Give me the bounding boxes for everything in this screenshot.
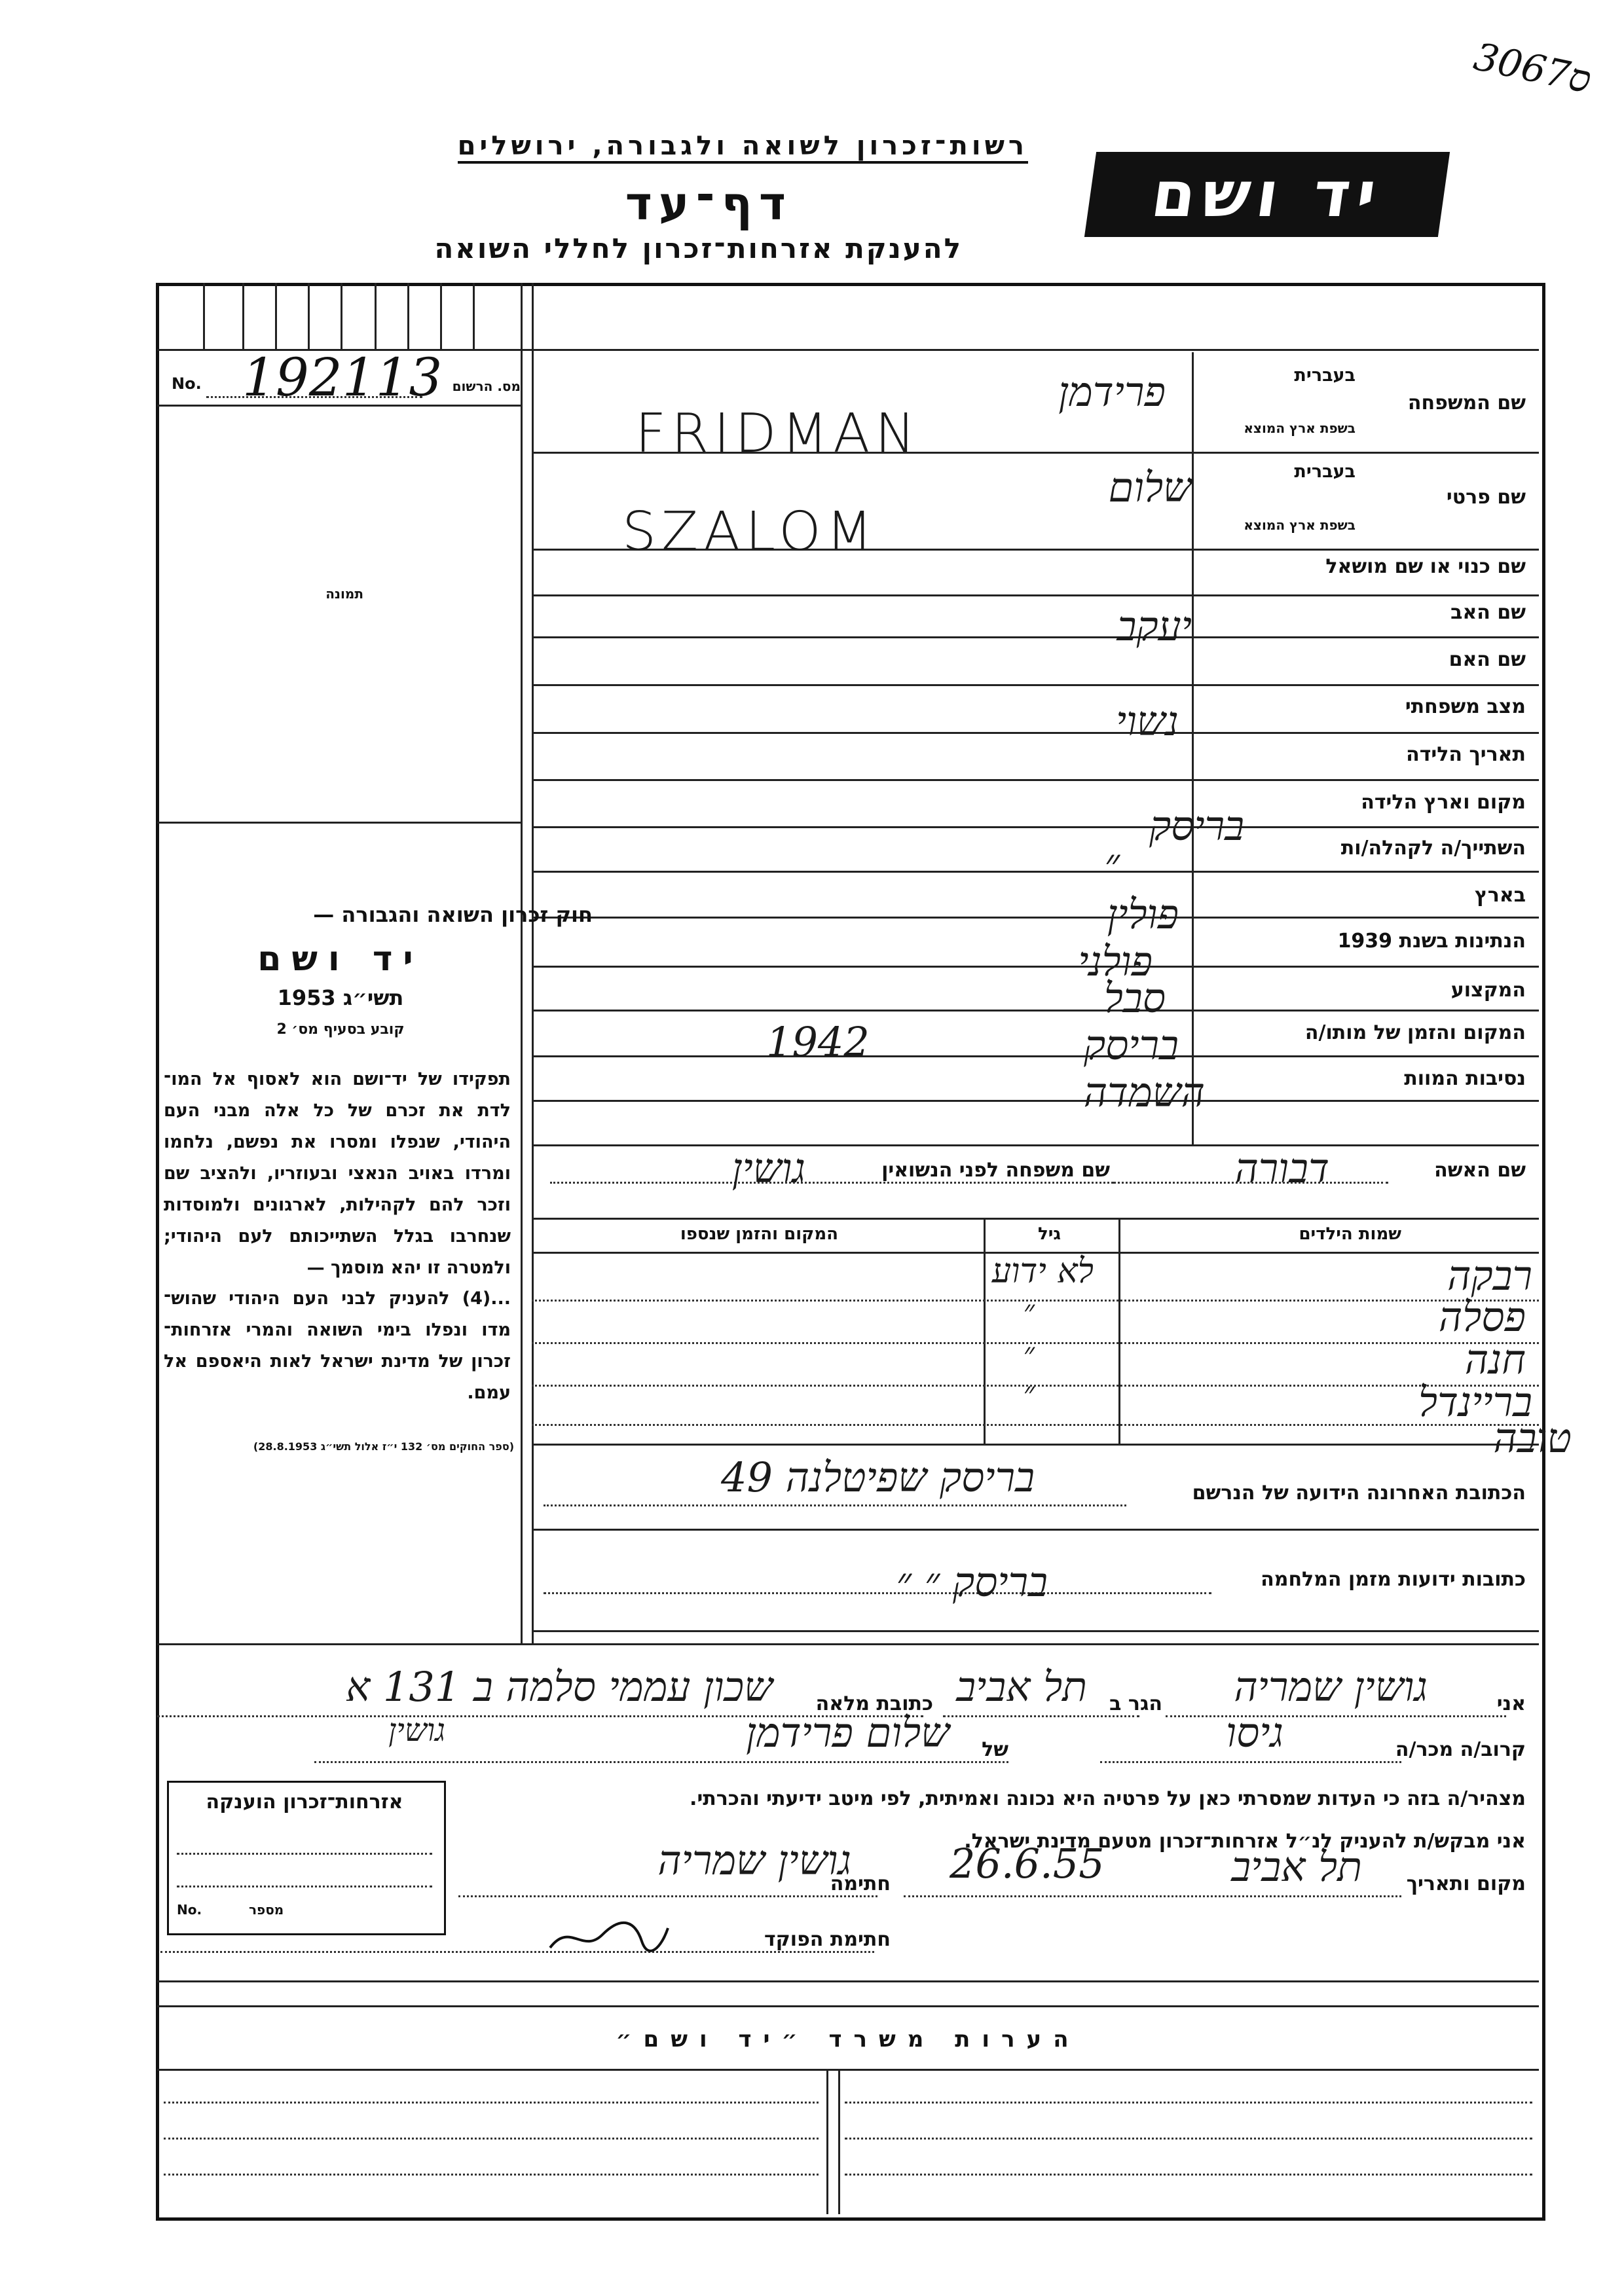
child-3-age: ״ [1023,1336,1035,1371]
first-name-hebrew: שלום [1108,464,1192,511]
law-title: חוק זכרון השואה והגבורה — [313,902,593,927]
decl-subject: שלום פרידמן [746,1709,950,1757]
officer-signature [544,1908,674,1961]
decl-relation: גיסו [1226,1709,1283,1757]
death-circumstances-label: נסיבות המוות [1404,1067,1526,1090]
country-label: בארץ [1474,884,1526,907]
nickname-label: שם כנוי או שם מושאל [1325,555,1526,578]
decl-subject-note: גושין [388,1712,445,1749]
child-4-age: ״ [1023,1375,1035,1410]
first-name-hebrew-sub: בעברית [1294,462,1356,482]
decl-address-label: כתובת מלאה [815,1692,933,1715]
marital-value: נשוי [1115,697,1179,745]
law-text-1: תפקידו של יד־ושם הוא לאסוף אל המו־ לדת את זכרם של כל אלה מבני העם היהודי, שנפלו ומסרו את נפשם, נלחמו ומרדו באויב הנאצי ובעוזריו, ולהציב שם וזכר להם לקהילות, לארגונים ולמוסדות שנחרבו בגלל השתייכותם לעם היהודי; ולמטרה זו יהא מוסמך — [164,1069,511,1278]
citizenship-value: פולני [1078,938,1153,985]
child-3-name: חנה [1464,1336,1526,1383]
children-header-age: גיל [1037,1224,1061,1244]
family-name-origin: FRIDMAN [635,403,921,465]
law-year: תשי״ג 1953 [277,985,404,1010]
office-notes-title: הערות משרד ״יד ושם״ [616,2026,1080,2052]
profession-label: המקצוע [1450,979,1526,1002]
decl-i: אני [1496,1692,1526,1715]
decl-residing: הגר ב [1109,1692,1162,1715]
institution-name: רשות־זכרון לשואה ולגבורה, ירושלים [458,131,1028,164]
children-header-place: המקום והזמן שנספו [680,1224,838,1244]
profession-value: סבל [1103,974,1166,1022]
child-4-name: בריינדל [1418,1378,1532,1426]
registration-label-he: מס. הרשום [452,378,521,394]
father-value: יעקב [1116,602,1192,650]
country-value: פולין [1107,890,1179,938]
child-1-age: לא ידוע [991,1252,1094,1291]
registration-label-en: No. [172,374,202,393]
corner-number: 3067ס [1469,33,1595,103]
death-year-value: 1942 [766,1018,870,1066]
law-text-2: ...(4) להעניק לבני העם היהודי שהוש־ מדו ונפלו בימי השואה והמרי אזרחות־ זכרון של מדינת ישראל לאות היאספם אל עמם. [164,1288,511,1403]
decl-statement: מצהיר/ה בזה כי העדות שמסרתי כאן על פרטיה היא נכונה ואמיתית, לפי מיטב ידיעתי והכרתי. [690,1787,1526,1810]
yad-vashem-logo [1084,152,1450,237]
decl-request: אני מבקש/ת להעניק לנ״ל אזרחות־זכרון מטעם מדינת ישראל. [964,1830,1526,1853]
decl-place: תל אביב [1231,1843,1362,1891]
citizenship-label: הנתינות בשנת 1939 [1337,930,1526,953]
logo-text: יד ושם [1147,158,1388,231]
citizenship-box-no-en: No. [177,1902,202,1918]
last-address-value: בריסק שפיטלנה 49 [721,1453,1035,1501]
wife-label: שם האשה [1434,1159,1526,1182]
decl-signature: גושין שמריה [657,1836,851,1884]
decl-address: שכון עממי סלמה ב 131 א [345,1663,773,1711]
children-header-names: שמות הילדים [1299,1224,1401,1244]
mother-label: שם האם [1449,648,1526,671]
child-1-name: רבקה [1447,1252,1532,1300]
death-place-value: בריסק [1083,1021,1179,1069]
decl-signature-label: חתימה [830,1872,891,1895]
decl-officer-label: חתימת הפוקד [764,1928,891,1951]
birth-date-label: תאריך הלידה [1406,743,1526,766]
first-name-label: שם פרטי [1446,486,1526,509]
wartime-address-label: כתובות ידועות מזמן המלחמה [1261,1568,1526,1591]
family-name-hebrew-sub: בעברית [1294,365,1356,386]
wartime-address-value: בריסק ״ ״ [896,1558,1048,1606]
law-clause: קובע בסעיף מס׳ 2 [276,1021,405,1038]
child-2-age: ״ [1023,1293,1035,1328]
registration-number: 192113 [242,347,443,408]
maiden-value: גושין [731,1144,805,1192]
father-label: שם האב [1450,601,1526,624]
family-name-hebrew: פרידמן [1058,368,1166,416]
family-name-origin-sub: בשפת ארץ המוצא [1244,420,1356,436]
child-2-name: פסלה [1438,1293,1526,1341]
first-name-origin-sub: בשפת ארץ המוצא [1244,517,1356,533]
death-place-label: המקום והזמן של מותו/ה [1304,1021,1526,1044]
community-label: השתייך/ה לקהלה/ות [1340,837,1526,860]
decl-place-date-label: מקום ותאריך [1406,1872,1526,1895]
community-value: ״ [1104,839,1120,887]
child-5-name: טובה [1493,1414,1572,1462]
first-name-origin: SZALOM [622,501,878,563]
family-name-label: שם המשפחה [1407,392,1526,414]
decl-declarant: גושין שמריה [1234,1663,1428,1711]
last-address-label: הכתובת האחרונה הידועה של הנרשם [1192,1482,1526,1504]
photo-label: תמונה [325,586,363,602]
decl-relation-label: קרוב/ה מכר/ה [1395,1738,1526,1761]
law-source: (ספר החוקים מס׳ 132 י״ז אלול תשי״ג 28.8.1953) [253,1440,514,1453]
decl-city: תל אביב [956,1663,1087,1711]
maiden-label: שם משפחה לפני הנשואין [881,1159,1110,1182]
birth-place-label: מקום וארץ הלידה [1361,791,1526,814]
birth-place-value: בריסק [1149,802,1244,850]
law-name: יד ושם [257,939,424,979]
decl-date: 26.6.55 [950,1840,1105,1887]
form-subtitle: להענקת אזרחות־זכרון לחללי השואה [434,232,963,264]
citizenship-box-no-he: מספר [249,1902,284,1918]
citizenship-box-title: אזרחות־זכרון הוענקה [206,1791,403,1813]
decl-of: של [982,1738,1008,1761]
death-circumstances-value: השמדה [1083,1068,1205,1116]
wife-value: דבורה [1234,1144,1329,1192]
form-title: דף־עד [625,177,792,230]
marital-label: מצב משפחתי [1405,695,1526,718]
